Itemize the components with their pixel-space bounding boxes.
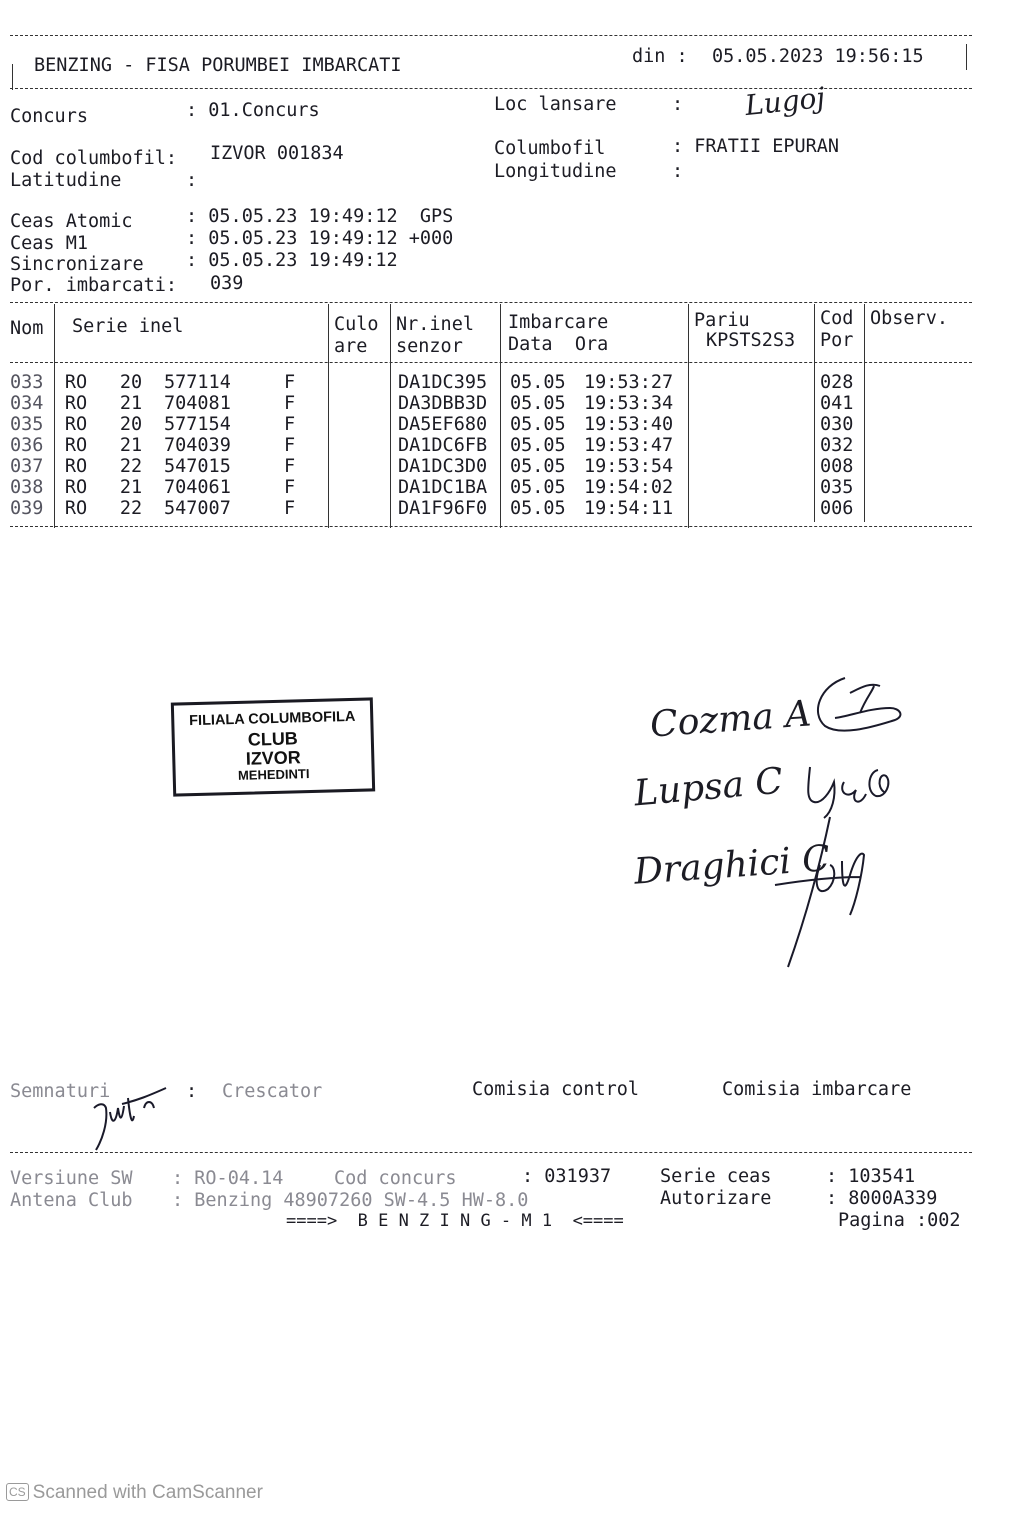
cell-year: 22 [119,456,143,477]
th-culoare-2: are [334,336,368,357]
antena-label: Antena Club [10,1190,133,1211]
cell-time: 19:54:02 [584,477,674,498]
latitudine-colon: : [186,170,198,191]
loc-lansare-colon: : [672,94,684,115]
cell-culoare [336,393,398,414]
cell-cod: 008 [820,456,854,477]
ceas-m1-label: Ceas M1 [10,233,88,254]
cell-country: RO [64,477,88,498]
cell-number: 704061 [164,477,231,498]
cell-cod: 028 [820,372,854,393]
cell-nom: 038 [10,477,44,498]
cell-cod: 035 [820,477,854,498]
report-date-value: 05.05.2023 19:56:15 [712,46,924,67]
cell-date: 05.05 [510,372,566,393]
report-title: BENZING - FISA PORUMBEI IMBARCATI [34,55,402,76]
cell-culoare [336,414,398,435]
th-pariu-2: KPSTS2S3 [706,330,796,351]
cell-time: 19:53:54 [584,456,674,477]
cell-number: 577114 [164,372,231,393]
cell-nom: 036 [10,435,44,456]
table-row [10,498,774,519]
cell-year: 20 [119,414,143,435]
th-culoare-1: Culo [334,314,379,335]
cell-sensor: DA3DBB3D [398,393,488,414]
th-cod-1: Cod [820,308,854,329]
cell-sex: F [284,414,296,435]
versiune-label: Versiune SW [10,1168,133,1189]
cell-sensor: DA5EF680 [398,414,488,435]
sincronizare-label: Sincronizare [10,254,144,275]
autorizare-label: Autorizare [660,1188,772,1209]
cell-country: RO [64,435,88,456]
cell-year: 21 [119,477,143,498]
versiune-value: : RO-04.14 [172,1168,284,1189]
cell-time: 19:54:11 [584,498,674,519]
table-row [10,414,774,435]
th-nrinel-2: senzor [396,336,463,357]
sincronizare-value: : 05.05.23 19:49:12 [186,250,398,271]
signature-scribble-3 [770,815,880,975]
cell-culoare [336,372,398,393]
cell-nom: 039 [10,498,44,519]
cod-concurs-label: Cod concurs [334,1168,457,1189]
th-pariu-1: Pariu [694,310,750,331]
cell-time: 19:53:34 [584,393,674,414]
stamp-line-1: FILIALA COLUMBOFILA [188,708,356,730]
longitudine-label: Longitudine [494,161,617,182]
concurs-value: : 01.Concurs [186,100,320,121]
cell-sensor: DA1DC3D0 [398,456,488,477]
cell-number: 547015 [164,456,231,477]
th-serie-inel: Serie inel [72,316,184,337]
signature-name-1: Cozma A [648,693,813,746]
cell-sensor: DA1DC1BA [398,477,488,498]
loc-lansare-handwritten: Lugoj [743,80,827,123]
signature-name-3: Draghici C [632,838,832,893]
columbofil-value: : FRATII EPURAN [672,136,840,157]
table-bottom-rule [10,526,972,527]
cell-sex: F [284,477,296,498]
table-row [10,393,774,414]
th-cod-2: Por [820,330,854,351]
cell-sex: F [284,456,296,477]
cell-date: 05.05 [510,498,566,519]
ceas-atomic-value: : 05.05.23 19:49:12 GPS [186,206,454,227]
crescator-signature-scribble [88,1078,168,1158]
cell-number: 704081 [164,393,231,414]
th-imbarcare-1: Imbarcare [508,312,609,333]
report-date-label: din : [632,46,688,67]
cell-sex: F [284,372,296,393]
cell-number: 577154 [164,414,231,435]
cell-culoare [336,435,398,456]
cell-nom: 037 [10,456,44,477]
cell-date: 05.05 [510,393,566,414]
cell-country: RO [64,414,88,435]
cell-year: 22 [119,498,143,519]
autorizare-value: : 8000A339 [826,1188,938,1209]
camscanner-watermark [6,1482,263,1504]
comisia-imbarcare-label: Comisia imbarcare [722,1079,912,1100]
table-row [10,477,774,498]
cell-year: 20 [119,372,143,393]
cod-concurs-value: : 031937 [522,1166,612,1187]
serie-ceas-value: : 103541 [826,1166,916,1187]
stamp-line-3: IZVOR [245,746,302,769]
cell-nom: 034 [10,393,44,414]
cell-culoare [336,456,398,477]
cell-cod: 006 [820,498,854,519]
cell-culoare [336,498,398,519]
cell-time: 19:53:27 [584,372,674,393]
crescator-label: Crescator [222,1081,323,1102]
cell-cod: 032 [820,435,854,456]
cell-country: RO [64,498,88,519]
header-top-rule [10,35,972,36]
porumbei-imbarcati-label: Por. imbarcati: [10,275,178,296]
cod-columbofil-label: Cod columbofil: [10,148,178,169]
cell-date: 05.05 [510,435,566,456]
semnaturi-label: Semnaturi [10,1081,111,1102]
page-number: Pagina :002 [838,1210,961,1231]
cell-nom: 035 [10,414,44,435]
stamp-line-4: MEHEDINTI [237,765,310,783]
cell-sensor: DA1DC6FB [398,435,488,456]
cell-culoare [336,477,398,498]
table-top-rule [10,302,972,303]
latitudine-label: Latitudine [10,170,122,191]
cell-sex: F [284,498,296,519]
header-left-bar [12,64,13,90]
cell-number: 704039 [164,435,231,456]
serie-ceas-label: Serie ceas [660,1166,772,1187]
table-row [10,372,774,393]
cell-sex: F [284,435,296,456]
longitudine-colon: : [672,161,684,182]
benzing-banner: ====> B E N Z I N G - M 1 <==== [286,1211,624,1231]
cell-cod: 041 [820,393,854,414]
concurs-label: Concurs [10,106,88,127]
table-row [10,435,774,456]
comisia-control-label: Comisia control [472,1079,640,1100]
antena-value: : Benzing 48907260 SW-4.5 HW-8.0 [172,1190,529,1211]
cell-time: 19:53:47 [584,435,674,456]
pigeon-table [10,372,774,519]
signature-scribble-1 [800,668,915,748]
cod-columbofil-value: IZVOR 001834 [210,143,344,164]
header-bottom-rule [10,88,972,89]
cell-country: RO [64,393,88,414]
cell-country: RO [64,372,88,393]
cell-date: 05.05 [510,477,566,498]
table-header-rule [10,362,972,363]
cell-number: 547007 [164,498,231,519]
cell-year: 21 [119,435,143,456]
th-observ: Observ. [870,308,948,329]
th-imbarcare-2: Data Ora [508,334,609,355]
camscanner-text: Scanned with CamScanner [32,1482,263,1503]
signature-name-2: Lupsa C [632,760,785,815]
cell-sex: F [284,393,296,414]
cell-time: 19:53:40 [584,414,674,435]
ceas-m1-value: : 05.05.23 19:49:12 +000 [186,228,454,249]
cell-nom: 033 [10,372,44,393]
cell-date: 05.05 [510,456,566,477]
loc-lansare-label: Loc lansare [494,94,617,115]
col-sep-cod [814,304,815,522]
cell-country: RO [64,456,88,477]
cell-cod: 030 [820,414,854,435]
th-nrinel-1: Nr.inel [396,314,474,335]
cell-sensor: DA1DC395 [398,372,488,393]
table-row [10,456,774,477]
camscanner-logo-icon: CS [6,1483,29,1501]
cell-date: 05.05 [510,414,566,435]
col-sep-obs [864,304,865,522]
header-right-bar [966,44,967,70]
columbofil-label: Columbofil [494,138,606,159]
cell-sensor: DA1F96F0 [398,498,488,519]
footer-rule [10,1152,972,1153]
club-stamp [171,697,375,796]
th-nom: Nom [10,318,44,339]
semnaturi-colon: : [186,1081,198,1102]
stamp-line-2: CLUB [247,727,299,750]
ceas-atomic-label: Ceas Atomic [10,211,133,232]
cod-por-column [820,372,853,519]
cell-year: 21 [119,393,143,414]
porumbei-imbarcati-value: 039 [210,273,244,294]
